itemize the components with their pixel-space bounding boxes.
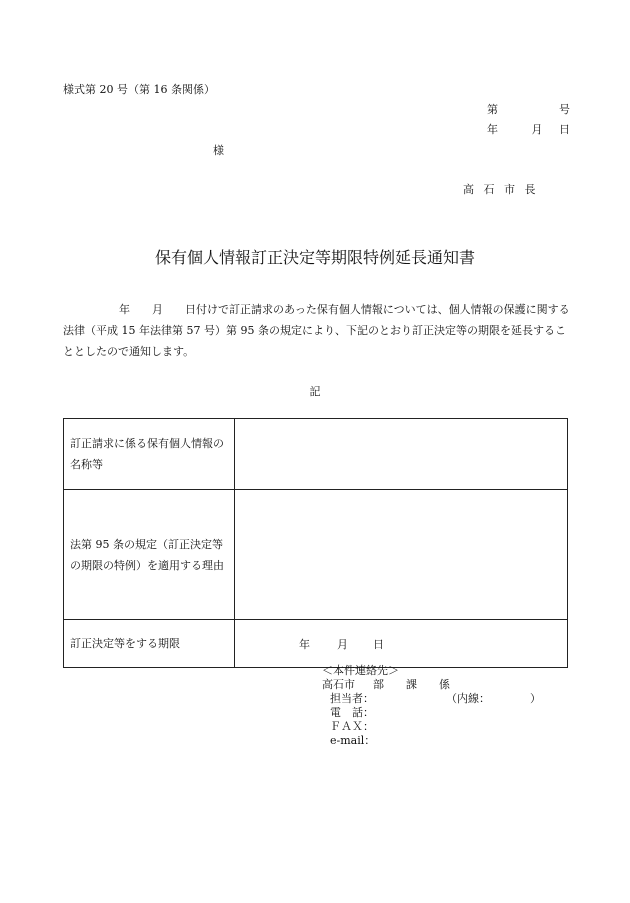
row-label-info-name: 訂正請求に係る保有個人情報の名称等 [64,419,235,490]
date-day: 日 [559,123,570,136]
contact-unit: 係 [439,678,450,691]
recipient-suffix: 様 [213,144,224,157]
contact-section: 課 [406,678,417,691]
contact-person-row [322,692,541,706]
period-month: 月 [337,637,348,651]
period-day: 日 [373,637,384,651]
contact-heading: ＜本件連絡先＞ [322,664,399,677]
contact-dept: 部 [373,678,384,691]
row-value-info-name [235,419,568,490]
page-title: 保有個人情報訂正決定等期限特例延長通知書 [154,248,475,267]
contact-extension-close: ） [530,692,541,705]
contact-city: 高石市 [322,678,355,691]
number-prefix: 第 [487,103,498,116]
contact-email-label: e-mail： [330,734,376,747]
ki-heading: 記 [309,385,321,398]
row-value-reason [235,490,568,620]
contact-organization [322,678,541,692]
number-suffix: 号 [559,103,570,116]
issuer: 高 石 市 長 [463,183,539,196]
document-number [487,101,570,117]
period-year: 年 [299,637,310,651]
contact-fax-label: ＦＡＸ： [330,720,374,733]
document-date [487,121,570,137]
table-row [64,419,568,490]
contact-person-label: 担当者： [330,692,374,705]
body-paragraph: 年 月 日付けで訂正請求のあった保有個人情報については、個人情報の保護に関する法律（平成 15 年法律第 57 号）第 95 条の規定により、下記のとおり訂正決定等の期限を延長することとしたので通知します。 [63,303,570,358]
contact-phone-label: 電 話： [330,706,374,719]
table-row [64,490,568,620]
table-row [64,620,568,668]
contact-extension-label: （内線： [446,692,490,705]
date-year: 年 [487,123,498,136]
contact-block [322,664,541,748]
row-label-deadline: 訂正決定等をする期限 [64,620,235,668]
details-table [63,418,568,668]
row-value-deadline [235,620,568,668]
form-reference: 様式第 20 号（第 16 条関係） [63,83,215,96]
date-month: 月 [531,123,543,136]
row-label-reason: 法第 95 条の規定（訂正決定等の期限の特例）を適用する理由 [64,490,235,620]
